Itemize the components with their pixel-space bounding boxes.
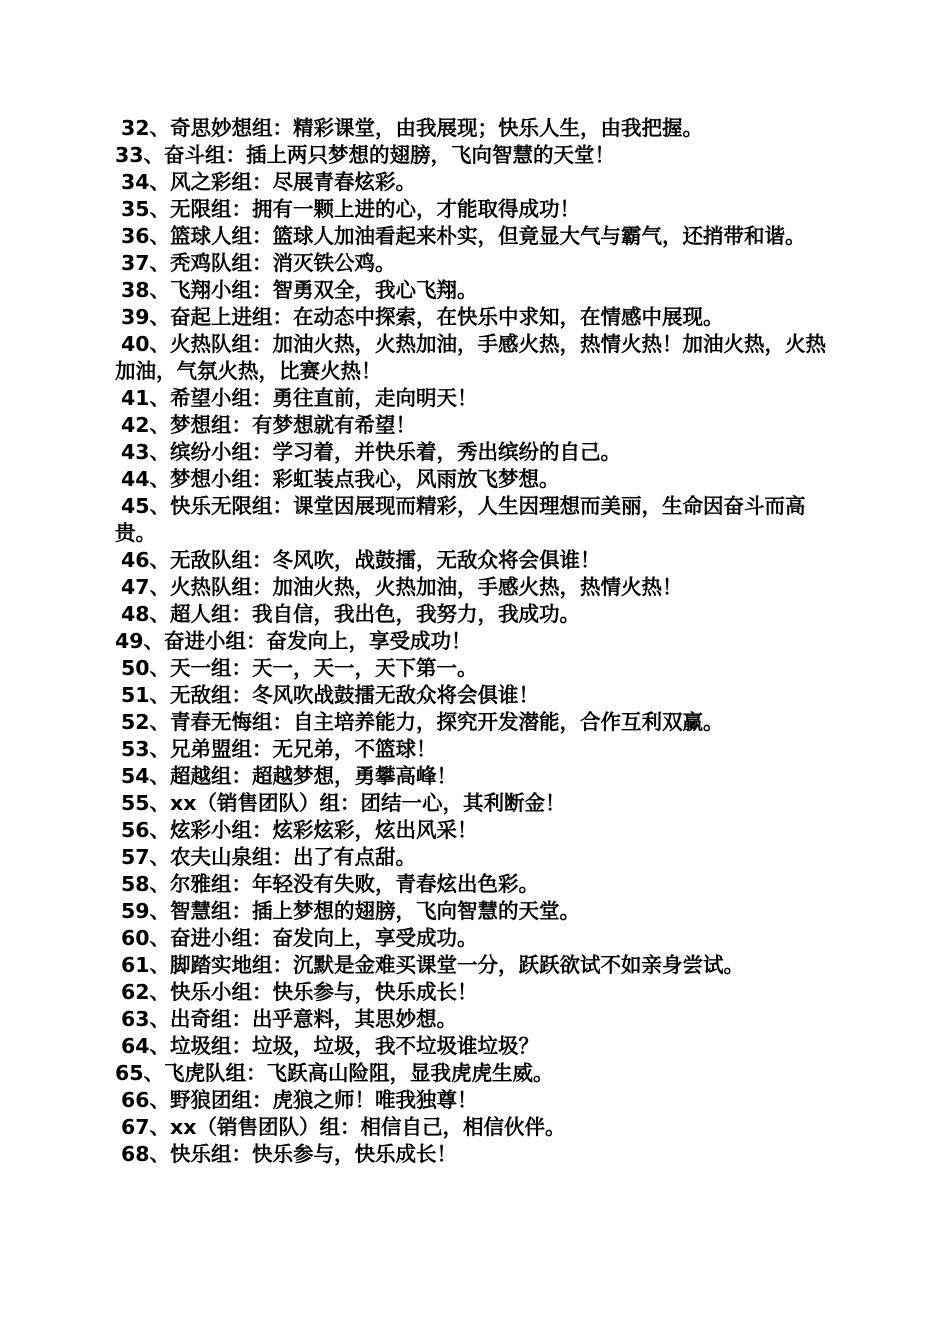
list-item: 64、垃圾组：垃圾，垃圾，我不垃圾谁垃圾？ [121,1034,540,1058]
slogan-list [115,115,835,1168]
list-item: 51、无敌组：冬风吹战鼓擂无敌众将会俱谁！ [121,683,540,707]
list-item: 56、炫彩小组：炫彩炫彩，炫出风采！ [121,818,478,842]
list-item: 63、出奇组：出乎意料，其思妙想。 [121,1007,458,1031]
list-item: 67、xx（销售团队）组：相信自己，相信伙伴。 [121,1115,566,1139]
list-item: 44、梦想小组：彩虹装点我心，风雨放飞梦想。 [121,467,560,491]
list-item: 47、火热队组：加油火热，火热加油，手感火热，热情火热！ [121,575,683,599]
list-item: 39、奋起上进组：在动态中探索，在快乐中求知，在情感中展现。 [121,305,724,329]
list-item: 45、快乐无限组：课堂因展现而精彩，人生因理想而美丽，生命因奋斗而高贵。 [115,494,806,545]
list-item: 48、超人组：我自信，我出色，我努力，我成功。 [121,602,581,626]
list-item: 57、农夫山泉组：出了有点甜。 [121,845,417,869]
list-item: 42、梦想组：有梦想就有希望！ [121,413,417,437]
list-item: 65、飞虎队组：飞跃高山险阻，显我虎虎生威。 [115,1061,554,1085]
list-item: 36、篮球人组：篮球人加油看起来朴实，但竟显大气与霸气，还捎带和谐。 [121,224,806,248]
list-item: 54、超越组：超越梦想，勇攀高峰！ [121,764,458,788]
list-item: 49、奋进小组：奋发向上，享受成功！ [115,629,472,653]
list-item: 62、快乐小组：快乐参与，快乐成长！ [121,980,478,1004]
list-item: 32、奇思妙想组：精彩课堂，由我展现；快乐人生，由我把握。 [121,116,704,140]
list-item: 37、秃鸡队组：消灭铁公鸡。 [121,251,396,275]
list-item: 66、野狼团组：虎狼之师！唯我独尊！ [121,1088,478,1112]
list-item: 35、无限组：拥有一颗上进的心，才能取得成功！ [121,197,581,221]
list-item: 61、脚踏实地组：沉默是金难买课堂一分，跃跃欲试不如亲身尝试。 [121,953,745,977]
list-item: 33、奋斗组：插上两只梦想的翅膀，飞向智慧的天堂！ [115,143,616,167]
list-item: 38、飞翔小组：智勇双全，我心飞翔。 [121,278,478,302]
list-item: 68、快乐组：快乐参与，快乐成长！ [121,1142,458,1166]
list-item: 58、尔雅组：年轻没有失败，青春炫出色彩。 [121,872,540,896]
list-item: 52、青春无悔组：自主培养能力，探究开发潜能，合作互利双赢。 [121,710,724,734]
list-item: 41、希望小组：勇往直前，走向明天！ [121,386,478,410]
list-item: 46、无敌队组：冬风吹，战鼓擂，无敌众将会俱谁！ [121,548,601,572]
list-item: 34、风之彩组：尽展青春炫彩。 [121,170,417,194]
list-item: 55、xx（销售团队）组：团结一心，其利断金！ [121,791,566,815]
list-item: 43、缤纷小组：学习着，并快乐着，秀出缤纷的自己。 [121,440,622,464]
list-item: 53、兄弟盟组：无兄弟，不篮球！ [121,737,437,761]
list-item: 60、奋进小组：奋发向上，享受成功。 [121,926,478,950]
list-item: 40、火热队组：加油火热，火热加油，手感火热，热情火热！加油火热，火热加油，气氛火热，比赛火热！ [115,332,827,383]
list-item: 50、天一组：天一，天一，天下第一。 [121,656,478,680]
list-item: 59、智慧组：插上梦想的翅膀，飞向智慧的天堂。 [121,899,581,923]
